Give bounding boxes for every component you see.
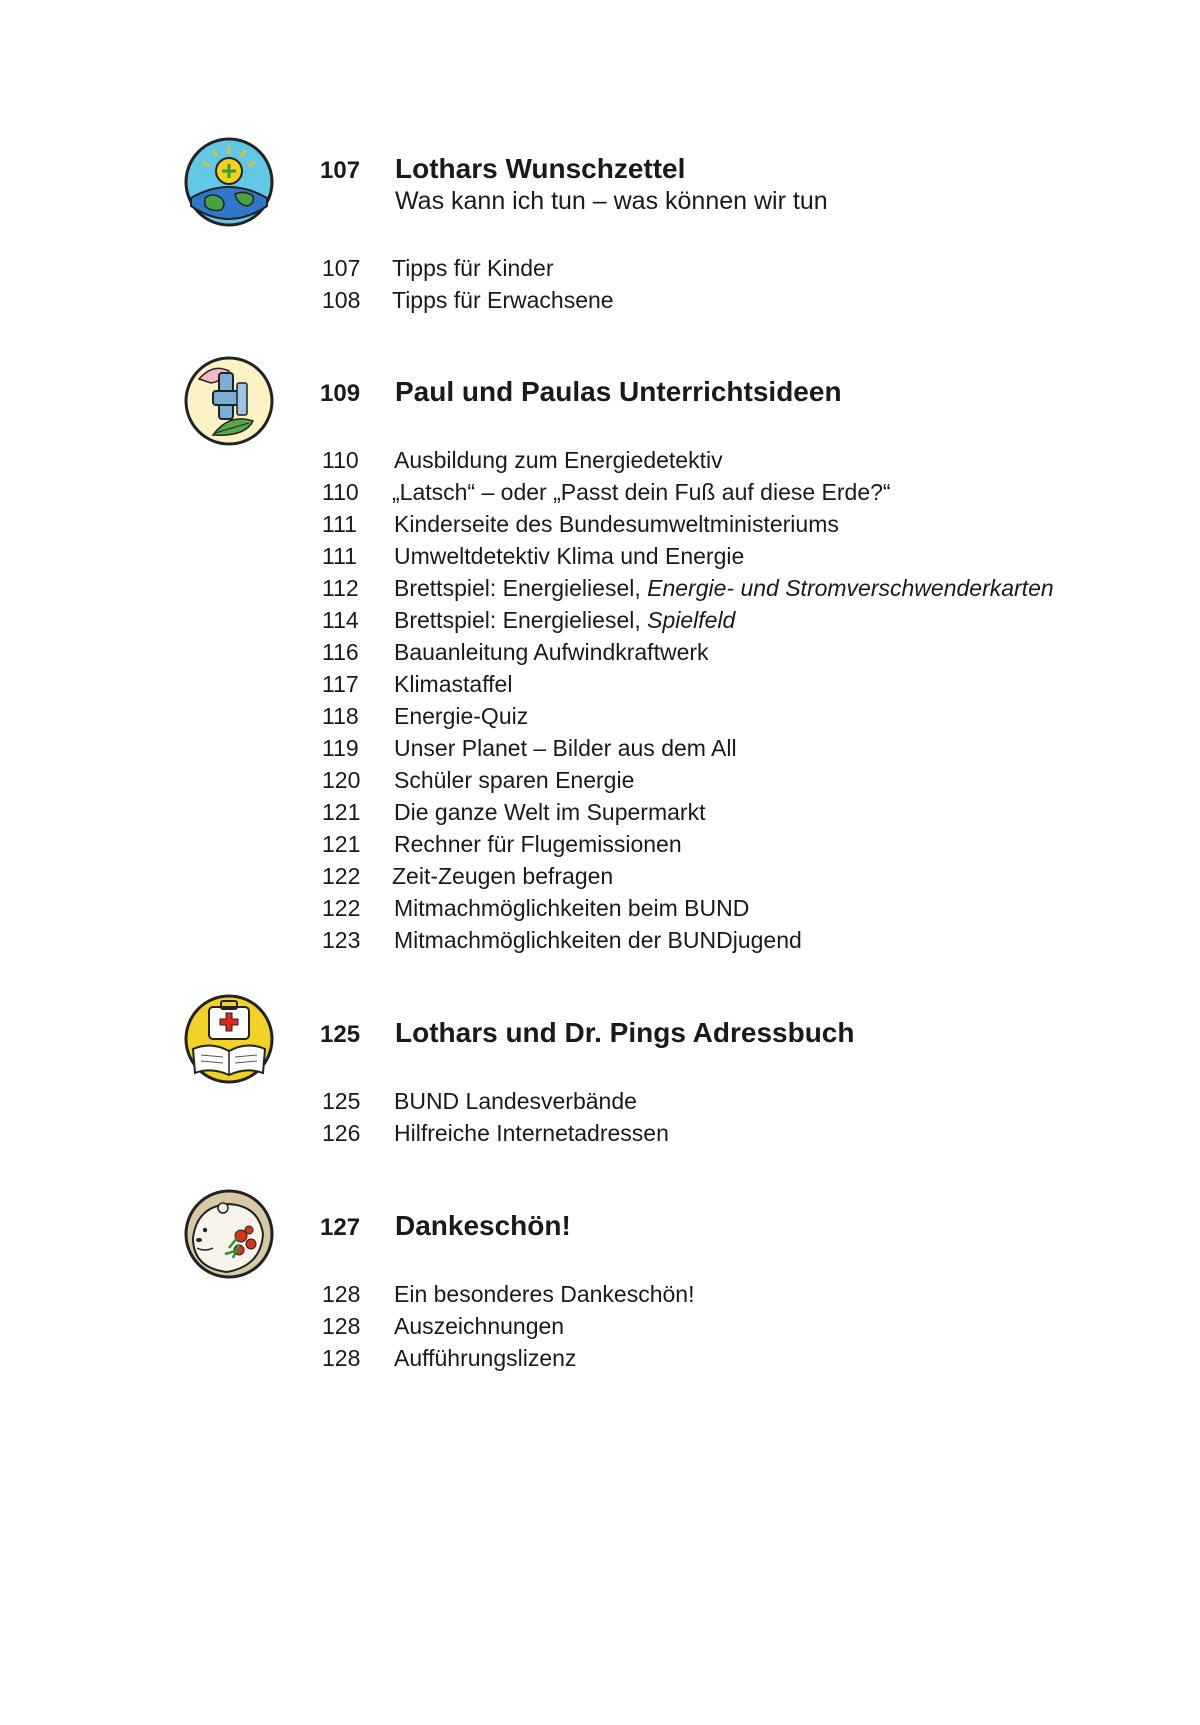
entry-title: Unser Planet – Bilder aus dem All — [394, 735, 737, 761]
section-title: Lothars und Dr. Pings Adressbuch — [395, 1017, 855, 1048]
section-page-number: 107 — [320, 157, 361, 184]
entry-page: 108 — [322, 287, 361, 313]
entry-page: 121 — [322, 799, 361, 825]
entry-title: Tipps für Kinder — [392, 255, 554, 281]
entry-title: Tipps für Erwachsene — [392, 287, 614, 313]
section-title: Lothars Wunschzettel — [395, 153, 686, 184]
section-subtitle: Was kann ich tun – was können wir tun — [395, 187, 828, 215]
entry-title: Mitmachmöglichkeiten der BUNDjugend — [394, 927, 802, 953]
entry-title — [394, 604, 735, 636]
entry-title: Schüler sparen Energie — [394, 767, 635, 793]
section-title: Paul und Paulas Unterrichtsideen — [395, 376, 842, 407]
entry-page: 118 — [322, 703, 359, 729]
entry-title: Die ganze Welt im Supermarkt — [394, 799, 706, 825]
entry-page: 128 — [322, 1281, 361, 1307]
entry-page: 111 — [322, 543, 357, 569]
entry-title: Kinderseite des Bundesumweltministeriums — [394, 511, 839, 537]
entry-page: 121 — [322, 831, 361, 857]
school-tools-icon — [183, 355, 275, 447]
first-aid-book-icon — [183, 993, 275, 1085]
entry-page: 116 — [322, 639, 359, 665]
entry-title: Auszeichnungen — [394, 1313, 565, 1339]
entry-title: Ein besonderes Dankeschön! — [394, 1281, 695, 1307]
polar-bear-flowers-icon — [183, 1188, 275, 1280]
entry-page: 110 — [322, 447, 359, 473]
entry-title-text: Brettspiel: Energieliesel, — [394, 575, 648, 601]
earth-plus-icon — [183, 136, 275, 228]
entry-title: „Latsch“ – oder „Passt dein Fuß auf diese Erde?“ — [392, 479, 891, 505]
entry-title-italic: Spielfeld — [647, 607, 736, 633]
entry-title: Rechner für Flugemissionen — [394, 831, 682, 857]
section-title: Dankeschön! — [395, 1210, 571, 1241]
entry-page: 120 — [322, 767, 361, 793]
entry-page: 114 — [322, 607, 359, 633]
entry-title: Mitmachmöglichkeiten beim BUND — [394, 895, 750, 921]
entry-page: 119 — [322, 735, 359, 761]
entry-page: 122 — [322, 863, 361, 889]
entry-page: 122 — [322, 895, 361, 921]
section-page-number: 125 — [320, 1021, 361, 1048]
entry-title: BUND Landesverbände — [394, 1088, 637, 1114]
entry-page: 123 — [322, 927, 361, 953]
entry-page: 125 — [322, 1088, 361, 1114]
entry-page: 110 — [322, 479, 359, 505]
entry-title: Aufführungslizenz — [394, 1345, 577, 1371]
entry-page: 107 — [322, 255, 361, 281]
entry-title: Umweltdetektiv Klima und Energie — [394, 543, 745, 569]
entry-title: Energie-Quiz — [394, 703, 529, 729]
entry-title: Klimastaffel — [394, 671, 513, 697]
entry-page: 126 — [322, 1120, 361, 1146]
section-page-number: 127 — [320, 1214, 361, 1241]
entry-page: 111 — [322, 511, 357, 537]
entry-page: 117 — [322, 671, 359, 697]
entry-title: Zeit-Zeugen befragen — [392, 863, 614, 889]
entry-title — [394, 572, 1054, 604]
entry-title: Ausbildung zum Energiedetektiv — [394, 447, 723, 473]
entry-title: Hilfreiche Internetadressen — [394, 1120, 669, 1146]
section-page-number: 109 — [320, 380, 361, 407]
entry-page: 128 — [322, 1345, 361, 1371]
entry-page: 128 — [322, 1313, 361, 1339]
entry-page: 112 — [322, 575, 359, 601]
entry-title-text: Brettspiel: Energieliesel, — [394, 607, 648, 633]
entry-title: Bauanleitung Aufwindkraftwerk — [394, 639, 709, 665]
entry-title-italic: Energie- und Stromverschwenderkarten — [647, 575, 1054, 601]
